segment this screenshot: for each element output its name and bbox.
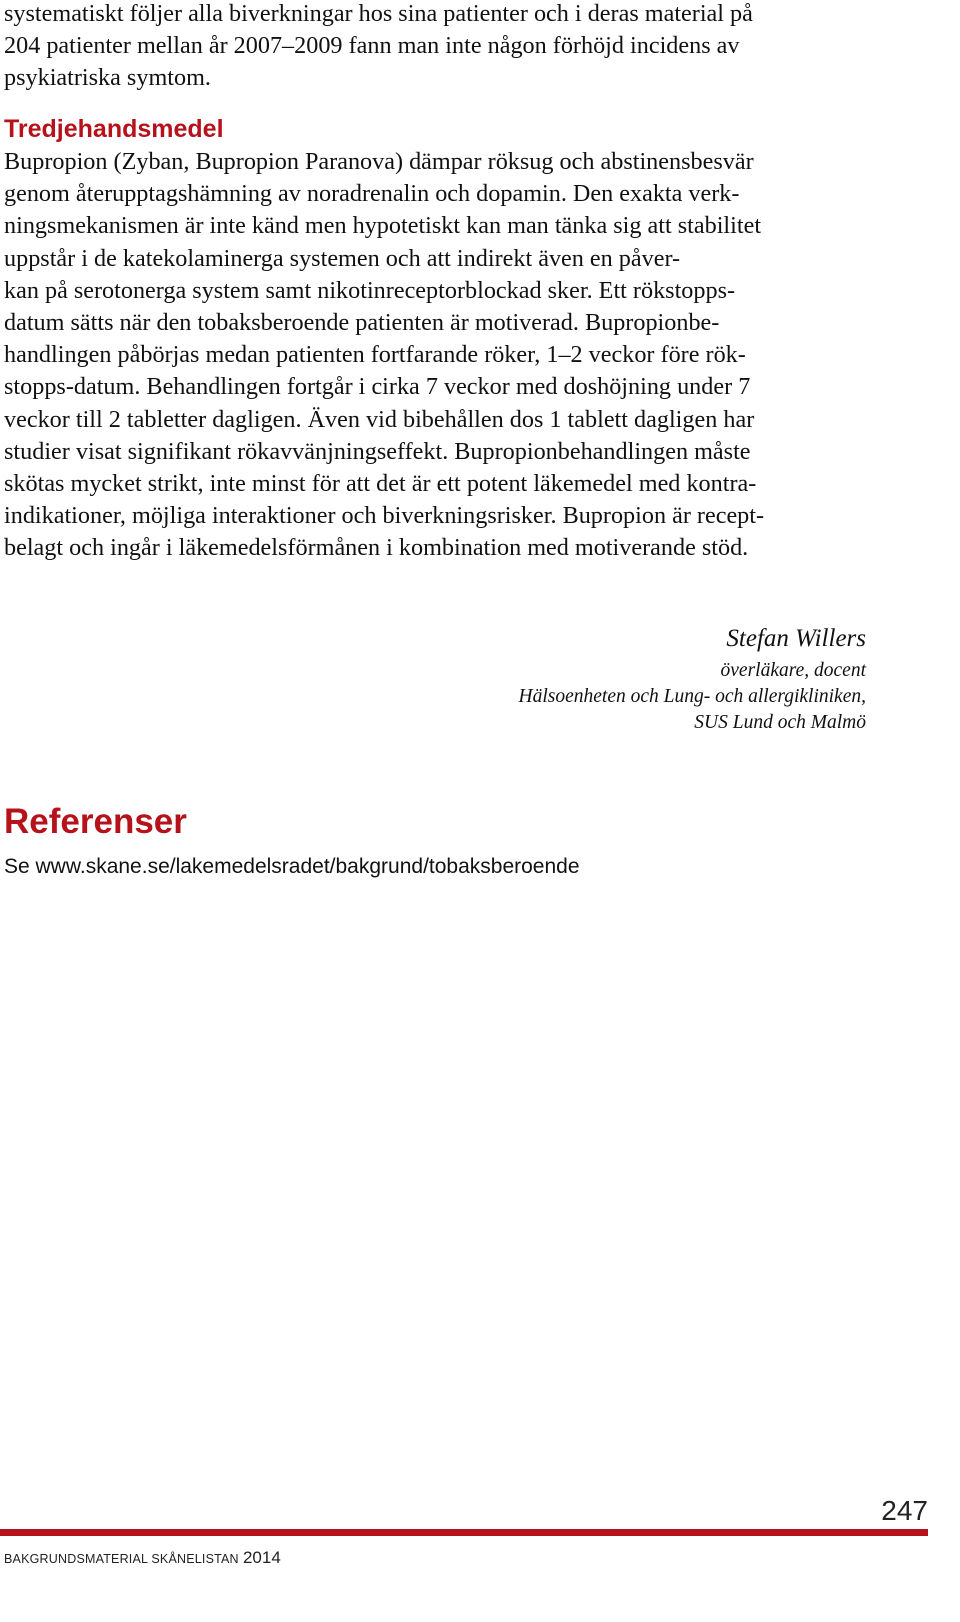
section-line: datum sätts när den tobaksberoende patienten är motiverad. Bupropionbe- [4, 309, 720, 337]
intro-paragraph [4, 0, 866, 95]
section-line: indikationer, möjliga interaktioner och biverkningsrisker. Bupropion är recept- [4, 502, 765, 530]
section-paragraph [4, 146, 866, 565]
footer-publication-year: 2014 [242, 1548, 281, 1567]
footer-publication-title: BAKGRUNDSMATERIAL SKÅNELISTAN [4, 1552, 239, 1566]
author-affiliation: Hälsoenheten och Lung- och allergikliniken, [518, 686, 866, 707]
section-line: kan på serotonerga system samt nikotinreceptorblockad sker. Ett rökstopps- [4, 276, 736, 304]
section-line: belagt och ingår i läkemedelsförmånen i kombination med motiverande stöd. [4, 534, 749, 562]
intro-line: psykiatriska symtom. [4, 64, 211, 92]
section-line: Bupropion (Zyban, Bupropion Paranova) dämpar röksug och abstinensbesvär [4, 148, 754, 175]
section-line: studier visat signifikant rökavvänjningseffekt. Bupropionbehandlingen måste [4, 437, 751, 465]
author-name: Stefan Willers [726, 625, 866, 652]
references-text: Se www.skane.se/lakemedelsradet/bakgrund/tobaksberoende [4, 855, 580, 878]
footer-publication [4, 1547, 281, 1570]
section-line: ningsmekanismen är inte känd men hypotetiskt kan man tänka sig att stabilitet [4, 212, 762, 240]
section-line: uppstår i de katekolaminerga systemen och att indirekt även en påver- [4, 244, 681, 272]
footer-rule [0, 1529, 928, 1536]
intro-line: 204 patienter mellan år 2007–2009 fann man inte någon förhöjd incidens av [4, 32, 740, 60]
section-line: handlingen påbörjas medan patienten fortfarande röker, 1–2 veckor före rök- [4, 341, 746, 369]
author-signature [519, 620, 867, 736]
references-heading: Referenser [4, 802, 187, 841]
section-line: skötas mycket strikt, inte minst för att det är ett potent läkemedel med kontra- [4, 470, 757, 498]
author-title: överläkare, docent [720, 660, 866, 681]
section-line: stopps-datum. Behandlingen fortgår i cirka 7 veckor med doshöjning under 7 [4, 373, 751, 401]
section-line: veckor till 2 tabletter dagligen. Även vid bibehållen dos 1 tablett dagligen har [4, 405, 755, 433]
page-number: 247 [881, 1495, 928, 1526]
intro-line: systematiskt följer alla biverkningar hos sina patienter och i deras material på [4, 0, 753, 27]
section-line: genom återupptagshämning av noradrenalin och dopamin. Den exakta verk- [4, 180, 740, 208]
section-heading: Tredjehandsmedel [4, 115, 224, 143]
author-location: SUS Lund och Malmö [694, 712, 866, 733]
